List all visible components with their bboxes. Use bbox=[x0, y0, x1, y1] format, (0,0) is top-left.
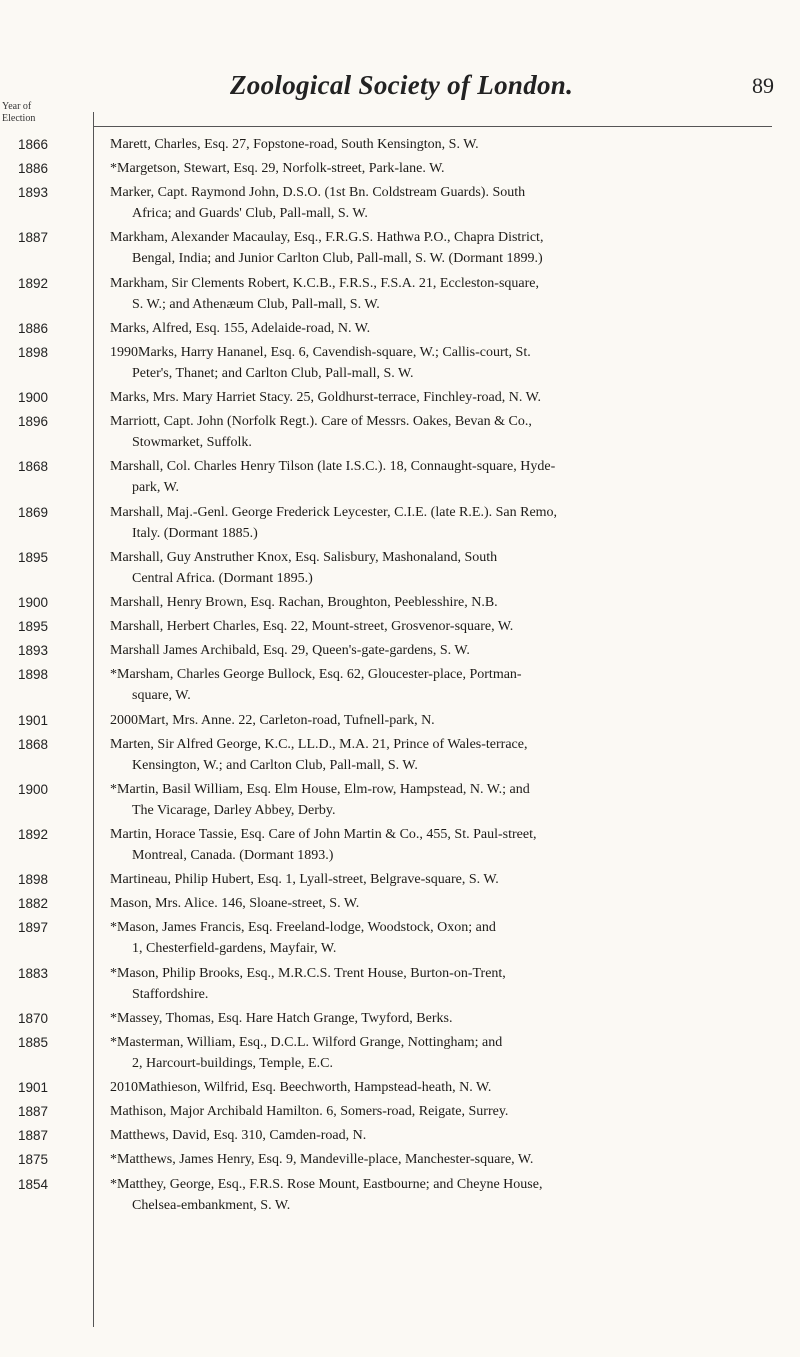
entry-line: Mason, Mrs. Alice. 146, Sloane-street, S. W. bbox=[110, 896, 360, 912]
member-entry bbox=[110, 1077, 780, 1098]
election-year: 1900 bbox=[18, 595, 49, 610]
election-year: 1892 bbox=[18, 827, 49, 842]
member-entry bbox=[110, 824, 780, 866]
entry-continuation-line: Bengal, India; and Junior Carlton Club, Pall-mall, S. W. (Dormant 1899.) bbox=[132, 251, 543, 267]
election-year: 1883 bbox=[18, 965, 49, 981]
entry-continuation-line: Italy. (Dormant 1885.) bbox=[132, 525, 258, 541]
member-entry bbox=[110, 779, 780, 821]
election-year: 1887 bbox=[18, 1104, 49, 1120]
election-year: 1868 bbox=[18, 459, 49, 475]
entry-continuation-line: park, W. bbox=[132, 480, 180, 496]
member-entry bbox=[110, 1149, 780, 1170]
member-entry bbox=[110, 547, 780, 589]
election-year: 1870 bbox=[18, 1010, 49, 1026]
election-year: 1882 bbox=[18, 896, 49, 912]
entry-continuation-line: Central Africa. (Dormant 1895.) bbox=[132, 570, 313, 586]
member-entry bbox=[110, 411, 780, 453]
entry-continuation-line: Peter's, Thanet; and Carlton Club, Pall-mall, S. W. bbox=[132, 365, 414, 381]
member-entry bbox=[110, 1101, 780, 1122]
election-year: 1886 bbox=[18, 161, 49, 177]
election-year: 1895 bbox=[18, 619, 49, 635]
election-year: 1868 bbox=[18, 736, 49, 752]
entry-line: Marshall, Guy Anstruther Knox, Esq. Salisbury, Mashonaland, South bbox=[110, 549, 498, 565]
entry-line: Martin, Horace Tassie, Esq. Care of John Martin & Co., 455, St. Paul-street, bbox=[110, 827, 537, 842]
entry-line: *Marsham, Charles George Bullock, Esq. 62, Gloucester-place, Portman- bbox=[110, 667, 522, 683]
entry-continuation-line: square, W. bbox=[132, 688, 191, 704]
entry-line: *Mason, James Francis, Esq. Freeland-lodge, Woodstock, Oxon; and bbox=[110, 920, 496, 936]
entry-line: Marshall, Col. Charles Henry Tilson (late I.S.C.). 18, Connaught-square, Hyde- bbox=[110, 459, 556, 475]
entry-line: 2000Mart, Mrs. Anne. 22, Carleton-road, Tufnell-park, N. bbox=[110, 712, 435, 728]
entry-line: Marshall, Herbert Charles, Esq. 22, Mount-street, Grosvenor-square, W. bbox=[110, 619, 514, 635]
entry-line: Markham, Sir Clements Robert, K.C.B., F.R.S., F.S.A. 21, Eccleston-square, bbox=[110, 275, 540, 291]
entry-continuation-line: Kensington, W.; and Carlton Club, Pall-mall, S. W. bbox=[132, 757, 418, 773]
member-entry bbox=[110, 134, 780, 155]
entry-line: Marett, Charles, Esq. 27, Fopstone-road, South Kensington, S. W. bbox=[110, 137, 479, 152]
entry-line: Marshall, Henry Brown, Esq. Rachan, Broughton, Peeblesshire, N.B. bbox=[110, 595, 498, 610]
election-year: 1869 bbox=[18, 504, 49, 520]
election-year: 1901 bbox=[18, 1080, 49, 1096]
entry-line: Marker, Capt. Raymond John, D.S.O. (1st Bn. Coldstream Guards). South bbox=[110, 185, 526, 201]
member-entry bbox=[110, 227, 780, 269]
year-label-line-1: Year of bbox=[2, 101, 32, 112]
entry-line: *Matthews, James Henry, Esq. 9, Mandeville-place, Manchester-square, W. bbox=[110, 1152, 534, 1168]
election-year: 1893 bbox=[18, 185, 49, 201]
member-entry bbox=[110, 592, 780, 613]
election-year: 1896 bbox=[18, 414, 49, 430]
election-year: 1866 bbox=[18, 137, 49, 152]
member-entry bbox=[110, 734, 780, 776]
entry-line: Markham, Alexander Macaulay, Esq., F.R.G.S. Hathwa P.O., Chapra District, bbox=[110, 230, 544, 246]
member-entry bbox=[110, 1008, 780, 1029]
entry-line: 2010Mathieson, Wilfrid, Esq. Beechworth, Hampstead-heath, N. W. bbox=[110, 1080, 492, 1096]
entry-line: Marks, Alfred, Esq. 155, Adelaide-road, N. W. bbox=[110, 320, 371, 336]
member-entry bbox=[110, 273, 780, 315]
member-entry bbox=[110, 640, 780, 661]
member-entry bbox=[110, 502, 780, 544]
member-entry bbox=[110, 616, 780, 637]
entry-continuation-line: Montreal, Canada. (Dormant 1893.) bbox=[132, 848, 334, 863]
entry-line: *Margetson, Stewart, Esq. 29, Norfolk-street, Park-lane. W. bbox=[110, 161, 445, 177]
running-title: Zoological Society of London. bbox=[230, 70, 574, 100]
election-year: 1892 bbox=[18, 275, 49, 291]
election-year: 1898 bbox=[18, 872, 49, 888]
election-year: 1893 bbox=[18, 643, 49, 659]
member-entry bbox=[110, 893, 780, 914]
member-entry bbox=[110, 387, 780, 408]
election-year: 1887 bbox=[18, 1128, 49, 1144]
entry-line: 1990Marks, Harry Hananel, Esq. 6, Cavendish-square, W.; Callis-court, St. bbox=[110, 344, 531, 360]
member-entry bbox=[110, 1174, 780, 1216]
member-entry bbox=[110, 869, 780, 890]
member-entry bbox=[110, 1125, 780, 1146]
entry-continuation-line: Staffordshire. bbox=[132, 986, 209, 1002]
member-entry bbox=[110, 318, 780, 339]
member-entry bbox=[110, 158, 780, 179]
entry-line: Marks, Mrs. Mary Harriet Stacy. 25, Goldhurst-terrace, Finchley-road, N. W. bbox=[110, 390, 542, 406]
election-year: 1900 bbox=[18, 390, 49, 406]
entry-line: *Masterman, William, Esq., D.C.L. Wilford Grange, Nottingham; and bbox=[110, 1034, 503, 1050]
entry-line: *Martin, Basil William, Esq. Elm House, Elm-row, Hampstead, N. W.; and bbox=[110, 781, 530, 797]
entry-continuation-line: 2, Harcourt-buildings, Temple, E.C. bbox=[132, 1055, 333, 1071]
entry-line: Mathison, Major Archibald Hamilton. 6, Somers-road, Reigate, Surrey. bbox=[110, 1104, 509, 1120]
election-year: 1886 bbox=[18, 320, 49, 336]
election-year: 1901 bbox=[18, 712, 49, 728]
member-entry bbox=[110, 917, 780, 959]
entry-line: *Mason, Philip Brooks, Esq., M.R.C.S. Trent House, Burton-on-Trent, bbox=[110, 965, 506, 981]
election-year: 1900 bbox=[18, 781, 49, 797]
entry-line: Marshall James Archibald, Esq. 29, Queen's-gate-gardens, S. W. bbox=[110, 643, 470, 659]
entry-continuation-line: Africa; and Guards' Club, Pall-mall, S. W. bbox=[132, 206, 368, 222]
member-entry bbox=[110, 963, 780, 1005]
election-year: 1897 bbox=[18, 920, 49, 936]
entry-line: *Massey, Thomas, Esq. Hare Hatch Grange, Twyford, Berks. bbox=[110, 1010, 453, 1026]
election-year: 1898 bbox=[18, 667, 49, 683]
election-year: 1885 bbox=[18, 1034, 49, 1050]
year-label-line-2: Election bbox=[2, 113, 36, 124]
member-entry bbox=[110, 1032, 780, 1074]
member-entry bbox=[110, 182, 780, 224]
election-year: 1898 bbox=[18, 344, 49, 360]
entry-line: Marriott, Capt. John (Norfolk Regt.). Care of Messrs. Oakes, Bevan & Co., bbox=[110, 414, 532, 430]
entry-continuation-line: The Vicarage, Darley Abbey, Derby. bbox=[132, 802, 336, 818]
entry-line: *Matthey, George, Esq., F.R.S. Rose Mount, Eastbourne; and Cheyne House, bbox=[110, 1176, 543, 1192]
page-number: 89 bbox=[752, 73, 774, 98]
entry-line: Martineau, Philip Hubert, Esq. 1, Lyall-street, Belgrave-square, S. W. bbox=[110, 872, 499, 888]
entry-continuation-line: S. W.; and Athenæum Club, Pall-mall, S. W. bbox=[132, 296, 380, 312]
election-year: 1875 bbox=[18, 1152, 49, 1168]
member-entry bbox=[110, 664, 780, 706]
member-entry bbox=[110, 710, 780, 731]
entry-line: Matthews, David, Esq. 310, Camden-road, N. bbox=[110, 1128, 367, 1144]
entry-continuation-line: 1, Chesterfield-gardens, Mayfair, W. bbox=[132, 941, 337, 957]
entry-continuation-line: Chelsea-embankment, S. W. bbox=[132, 1197, 291, 1213]
election-year: 1854 bbox=[18, 1176, 49, 1192]
member-entry bbox=[110, 456, 780, 498]
election-year: 1895 bbox=[18, 549, 49, 565]
election-year: 1887 bbox=[18, 230, 49, 246]
member-entry bbox=[110, 342, 780, 384]
entry-continuation-line: Stowmarket, Suffolk. bbox=[132, 435, 252, 451]
entry-line: Marshall, Maj.-Genl. George Frederick Leycester, C.I.E. (late R.E.). San Remo, bbox=[110, 504, 558, 520]
entry-line: Marten, Sir Alfred George, K.C., LL.D., M.A. 21, Prince of Wales-terrace, bbox=[110, 736, 528, 752]
